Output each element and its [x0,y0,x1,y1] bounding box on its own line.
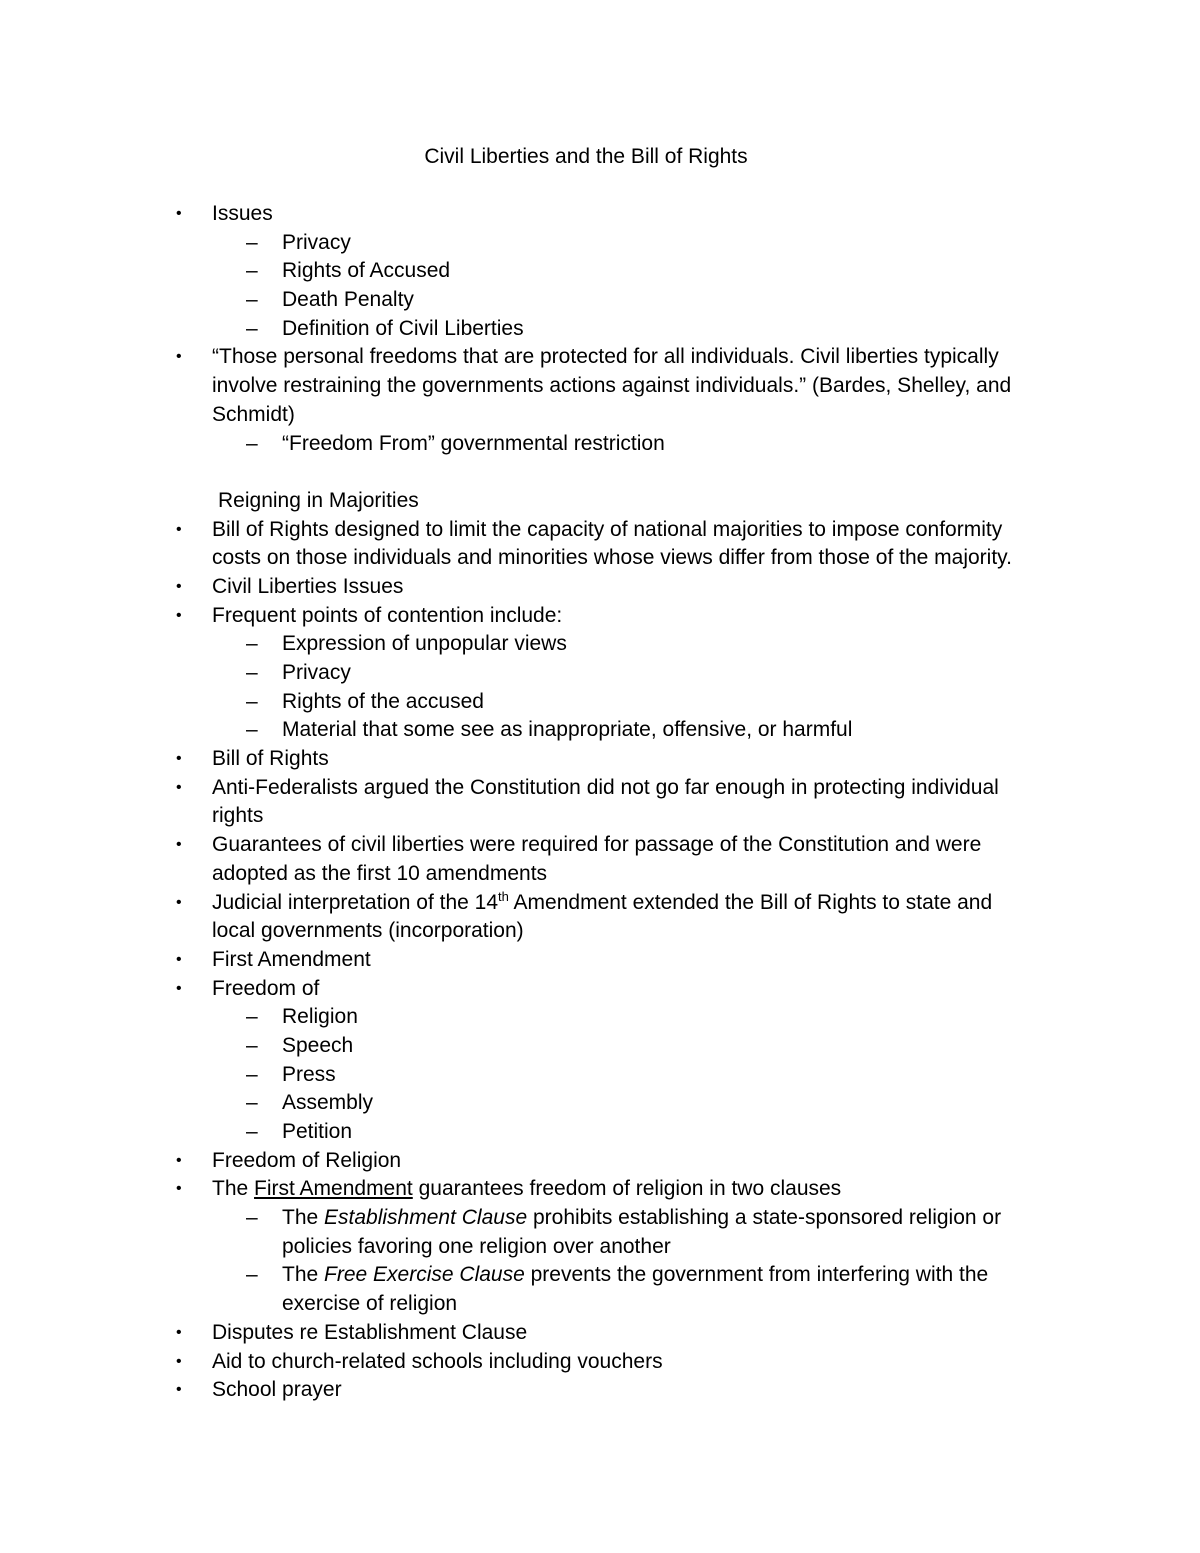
sub-list-item-continuation: policies favoring one religion over another [282,1234,671,1258]
dash-icon: – [246,718,258,742]
sub-list-item [0,1204,1200,1233]
list-item: • Bill of Rights designed to limit the capacity of national majorities to impose conformity [0,516,1200,545]
sub-list-item: – Rights of the accused [0,688,1200,717]
list-item-continuation: adopted as the first 10 amendments [212,861,548,885]
list-item: • Issues [0,200,1200,229]
list-item: • Frequent points of contention include: [0,602,1200,631]
dash-icon: – [246,661,258,684]
list-item: • Freedom of Religion [0,1147,1200,1176]
sub-list-item: – Religion [0,1003,1200,1032]
sub-list-item: – Petition [0,1118,1200,1147]
sub-list-item: – Expression of unpopular views [0,630,1200,659]
list-item: • Freedom of [0,975,1200,1004]
list-item: • Civil Liberties Issues [0,573,1200,602]
sub-list-item [0,1261,1200,1290]
list-item [0,889,1200,918]
bullet-icon: • [176,348,182,366]
dash-icon: – [246,1206,258,1230]
sub-list-item: – Rights of Accused [0,257,1200,286]
dash-icon: – [246,1005,258,1029]
bullet-icon: • [176,1352,182,1370]
section-heading: Reigning in Majorities [218,488,419,512]
list-item-continuation: rights [212,804,264,828]
list-item: • Aid to church-related schools including vouchers [0,1348,1200,1377]
sub-list-item: – Speech [0,1032,1200,1061]
sub-list-item: – Privacy [0,229,1200,258]
dash-icon: – [246,689,258,713]
dash-icon: – [246,1120,258,1143]
list-item: • School prayer [0,1376,1200,1405]
bullet-icon: • [176,1180,182,1198]
dash-icon: – [246,259,258,283]
bullet-icon: • [176,520,182,538]
sub-list-item: – Definition of Civil Liberties [0,315,1200,344]
list-item-continuation: involve restraining the governments actions against individuals.” (Bardes, Shelley, and [212,374,1012,398]
blank-line [0,458,1200,487]
sub-list-item: – Press [0,1061,1200,1090]
bullet-icon: • [176,577,182,595]
bullet-icon: • [176,979,182,997]
dash-icon: – [246,1263,258,1287]
list-item: • Guarantees of civil liberties were required for passage of the Constitution and were [0,831,1200,860]
list-item [0,1175,1200,1204]
dash-icon: – [246,288,258,312]
bullet-icon: • [176,1381,182,1399]
sub-list-item: – “Freedom From” governmental restriction [0,430,1200,459]
list-item-continuation: Schmidt) [212,402,295,426]
sub-list-item: – Material that some see as inappropriate, offensive, or harmful [0,716,1200,745]
list-item: • Anti-Federalists argued the Constitution did not go far enough in protecting individual [0,774,1200,803]
list-item: • “Those personal freedoms that are protected for all individuals. Civil liberties typically [0,343,1200,372]
list-item-continuation: costs on those individuals and minorities whose views differ from those of the majority. [212,546,1012,570]
bullet-icon: • [176,205,182,222]
dash-icon: – [246,431,258,455]
bullet-icon: • [176,606,182,624]
judicial-text: Judicial interpretation of the 14th Amendment extended the Bill of Rights to state and [212,888,993,914]
dash-icon: – [246,632,258,656]
list-item: • First Amendment [0,946,1200,975]
first-amendment-text: The First Amendment guarantees freedom of religion in two clauses [212,1177,842,1201]
list-item-continuation: local governments (incorporation) [212,919,524,943]
bullet-icon: • [176,1151,182,1169]
dash-icon: – [246,230,258,254]
establishment-text: The Establishment Clause prohibits establishing a state-sponsored religion or [282,1206,1002,1230]
list-item: • Bill of Rights [0,745,1200,774]
list-item: • Disputes re Establishment Clause [0,1319,1200,1348]
sub-list-item-continuation: exercise of religion [282,1292,458,1316]
sub-list-item: – Death Penalty [0,286,1200,315]
document-body [0,200,1200,1405]
bullet-icon: • [176,836,182,854]
bullet-icon: • [176,750,182,768]
first-amendment-link[interactable]: First Amendment [254,1177,413,1201]
dash-icon: – [246,1062,258,1086]
sub-list-item: – Assembly [0,1089,1200,1118]
bullet-icon: • [176,950,182,968]
bullet-icon: • [176,1323,182,1341]
bullet-icon: • [176,893,182,911]
free-exercise-text: The Free Exercise Clause prevents the government from interfering with the [282,1263,989,1287]
dash-icon: – [246,1033,258,1057]
dash-icon: – [246,1091,258,1115]
document-title: Civil Liberties and the Bill of Rights [424,145,748,168]
bullet-icon: • [176,778,182,796]
sub-list-item: – Privacy [0,659,1200,688]
dash-icon: – [246,316,258,340]
